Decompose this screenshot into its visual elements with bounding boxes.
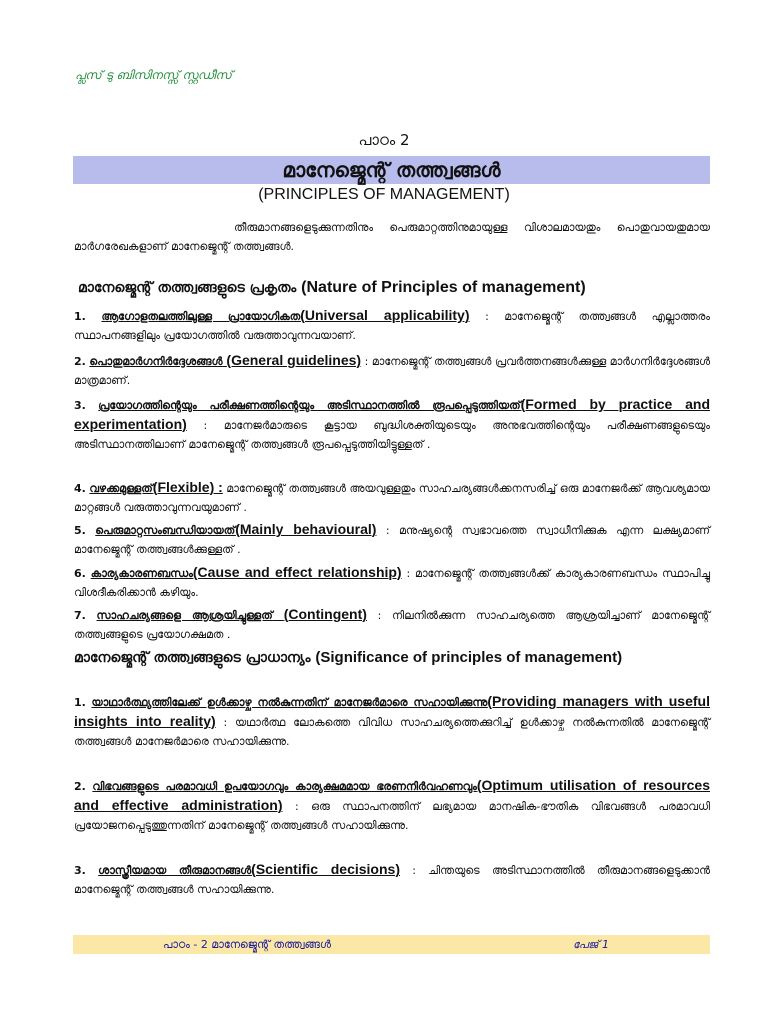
- item-body: : മാനേജ്മെന്റ് തത്ത്വങ്ങൾ പ്രവർത്തനങ്ങൾക്കുള്ള മാർഗനിർദ്ദേശങ്ങൾ മാത്രമാണ്.: [74, 355, 710, 387]
- item-number: 5.: [74, 524, 86, 537]
- item-title: പെരുമാറ്റസംബന്ധിയായത്(Mainly behavioural): [95, 521, 377, 537]
- item-body: : മാനേജ്മെന്റ് തത്ത്വങ്ങൾ എല്ലാത്തരം സ്ഥാപനങ്ങളിലും പ്രയോഗത്തിൽ വരുത്താവുന്നവയാണ്.: [74, 310, 710, 342]
- intro-paragraph: തീരുമാനങ്ങളെടുക്കുന്നതിനും പെരുമാറ്റത്തിനുമായുള്ള വിശാലമായതും പൊതുവായതുമായ മാർഗരേഖകളാണ് മാനേജ്മെന്റ് തത്ത്വങ്ങൾ.: [74, 221, 710, 253]
- item-title: സാഹചര്യങ്ങളെ ആശ്രയിച്ചുള്ളത് (Contingent): [96, 606, 367, 622]
- page-footer: [73, 935, 710, 954]
- page-subtitle: (PRINCIPLES OF MANAGEMENT): [258, 186, 510, 203]
- list-item: [74, 776, 710, 835]
- footer-page-number: പേജ് 1: [573, 938, 610, 951]
- item-number: 1.: [74, 310, 86, 323]
- item-body: : ചിന്തയുടെ അടിസ്ഥാനത്തിൽ തീരുമാനങ്ങളെടുക്കാൻ മാനേജ്മെന്റ് തത്ത്വങ്ങൾ സഹായിക്കുന്നു.: [74, 864, 711, 896]
- list-item: [74, 605, 710, 644]
- item-title: യാഥാർത്ഥ്യത്തിലേക്ക് ഉൾക്കാഴ്ച നൽകുന്നതിന് മാനേജർമാരെ സഹായിക്കുന്നു(Providing managers with useful insights into reality): [74, 693, 710, 729]
- item-title: പ്രയോഗത്തിന്റെയും പരീക്ഷണത്തിന്റെയും അടിസ്ഥാനത്തിൽ രൂപപ്പെടുത്തിയത്(Formed by practice and experimentation): [74, 396, 711, 432]
- footer-chapter-title: പാഠം - 2 മാനേജ്മെന്റ് തത്ത്വങ്ങൾ: [163, 938, 331, 951]
- nature-heading-ml: മാനേജ്മെന്റ് തത്ത്വങ്ങളുടെ പ്രകൃതം: [78, 280, 297, 296]
- list-item: [74, 860, 710, 899]
- item-number: 1.: [74, 696, 86, 709]
- item-number: 2.: [74, 355, 86, 368]
- item-body: മാനേജ്മെന്റ് തത്ത്വങ്ങൾ അയവുള്ളതും സാഹചര്യങ്ങൾക്കനസരിച്ച് ഒരു മാനേജർക്ക് ആവശ്യമായ മാറ്റങ്ങൾ വരുത്താവുന്നവയുമാണ് .: [74, 482, 710, 514]
- lesson-number: പാഠം 2: [358, 131, 410, 149]
- item-title: വഴക്കമുള്ളത്(Flexible) :: [89, 479, 223, 495]
- item-number: 2.: [74, 780, 86, 793]
- significance-heading-ml: മാനേജ്മെന്റ് തത്ത്വങ്ങളുടെ പ്രാധാന്യം: [74, 650, 311, 666]
- list-item: [74, 692, 710, 751]
- page-title: മാനേജ്മെന്റ് തത്ത്വങ്ങൾ: [73, 156, 710, 184]
- item-number: 6.: [74, 567, 86, 580]
- significance-heading: [74, 646, 710, 670]
- significance-heading-en: (Significance of principles of management): [315, 649, 623, 666]
- list-item: [74, 306, 710, 345]
- item-title: കാര്യകാരണബന്ധം(Cause and effect relationship): [90, 564, 402, 580]
- item-body: : യഥാർത്ഥ ലോകത്തെ വിവിധ സാഹചര്യത്തെക്കുറിച്ച് ഉൾക്കാഴ്ച നൽകുന്നതിൽ മാനേജ്മെന്റ് തത്ത്വങ്ങൾ മാനേജർമാരെ സഹായിക്കുന്നു.: [74, 716, 710, 748]
- running-header: പ്ലസ് ടു ബിസിനസ്സ് സ്റ്റഡീസ്: [75, 68, 232, 82]
- list-item: [74, 395, 710, 454]
- item-body: : മാനേജ്മെന്റ് തത്ത്വങ്ങൾക്ക് കാര്യകാരണബന്ധം സ്ഥാപിച്ചു വിശദീകരിക്കാൻ കഴിയും.: [74, 567, 711, 599]
- nature-heading-en: (Nature of Principles of management): [301, 279, 586, 296]
- item-body: : നിലനിൽക്കുന്ന സാഹചര്യത്തെ ആശ്രയിച്ചാണ് മാനേജ്മെന്റ് തത്ത്വങ്ങളുടെ പ്രയോഗക്ഷമത .: [74, 609, 710, 641]
- list-item: [74, 520, 710, 559]
- item-title: വിഭവങ്ങളുടെ പരമാവധി ഉപയോഗവും കാര്യക്ഷമമായ ഭരണനിർവഹണവും(Optimum utilisation of resources and effective administration): [74, 777, 711, 813]
- item-title: ആഗോളതലത്തിലുള്ള പ്രായോഗികത(Universal applicability): [101, 307, 470, 323]
- item-body: : ഒരു സ്ഥാപനത്തിന് ലഭ്യമായ മാനഷിക-ഭൗതിക വിഭവങ്ങൾ പരമാവധി പ്രയോജനപ്പെടുത്തുന്നതിന് മാനേജ്മെന്റ് തത്ത്വങ്ങൾ സഹായിക്കുന്നു.: [74, 800, 711, 832]
- item-title: ശാസ്ത്രീയമായ തീരുമാനങ്ങൾ(Scientific decisions): [98, 861, 400, 877]
- list-item: [74, 351, 710, 390]
- item-title: പൊതുമാർഗനിർദ്ദേശങ്ങൾ (General guidelines): [89, 352, 362, 368]
- item-number: 3.: [74, 399, 86, 412]
- item-number: 7.: [74, 609, 86, 622]
- item-body: : മനുഷ്യന്റെ സ്വഭാവത്തെ സ്വാധീനിക്കുക എന്ന ലക്ഷ്യമാണ് മാനേജ്മെന്റ് തത്ത്വങ്ങൾക്കുള്ളത് .: [74, 524, 711, 556]
- nature-heading: [78, 278, 710, 298]
- list-item: [74, 478, 710, 517]
- item-body: : മാനേജർമാരുടെ കൂട്ടായ ബുദ്ധിശക്തിയുടെയും അനുഭവത്തിന്റെയും പരീക്ഷണങ്ങളുടെയും അടിസ്ഥാനത്തിലാണ് മാനേജ്മെന്റ് തത്ത്വങ്ങൾ രൂപപ്പെടുത്തിയിട്ടുള്ളത് .: [74, 419, 710, 451]
- list-item: [74, 563, 710, 602]
- item-number: 3.: [74, 864, 86, 877]
- item-number: 4.: [74, 482, 86, 495]
